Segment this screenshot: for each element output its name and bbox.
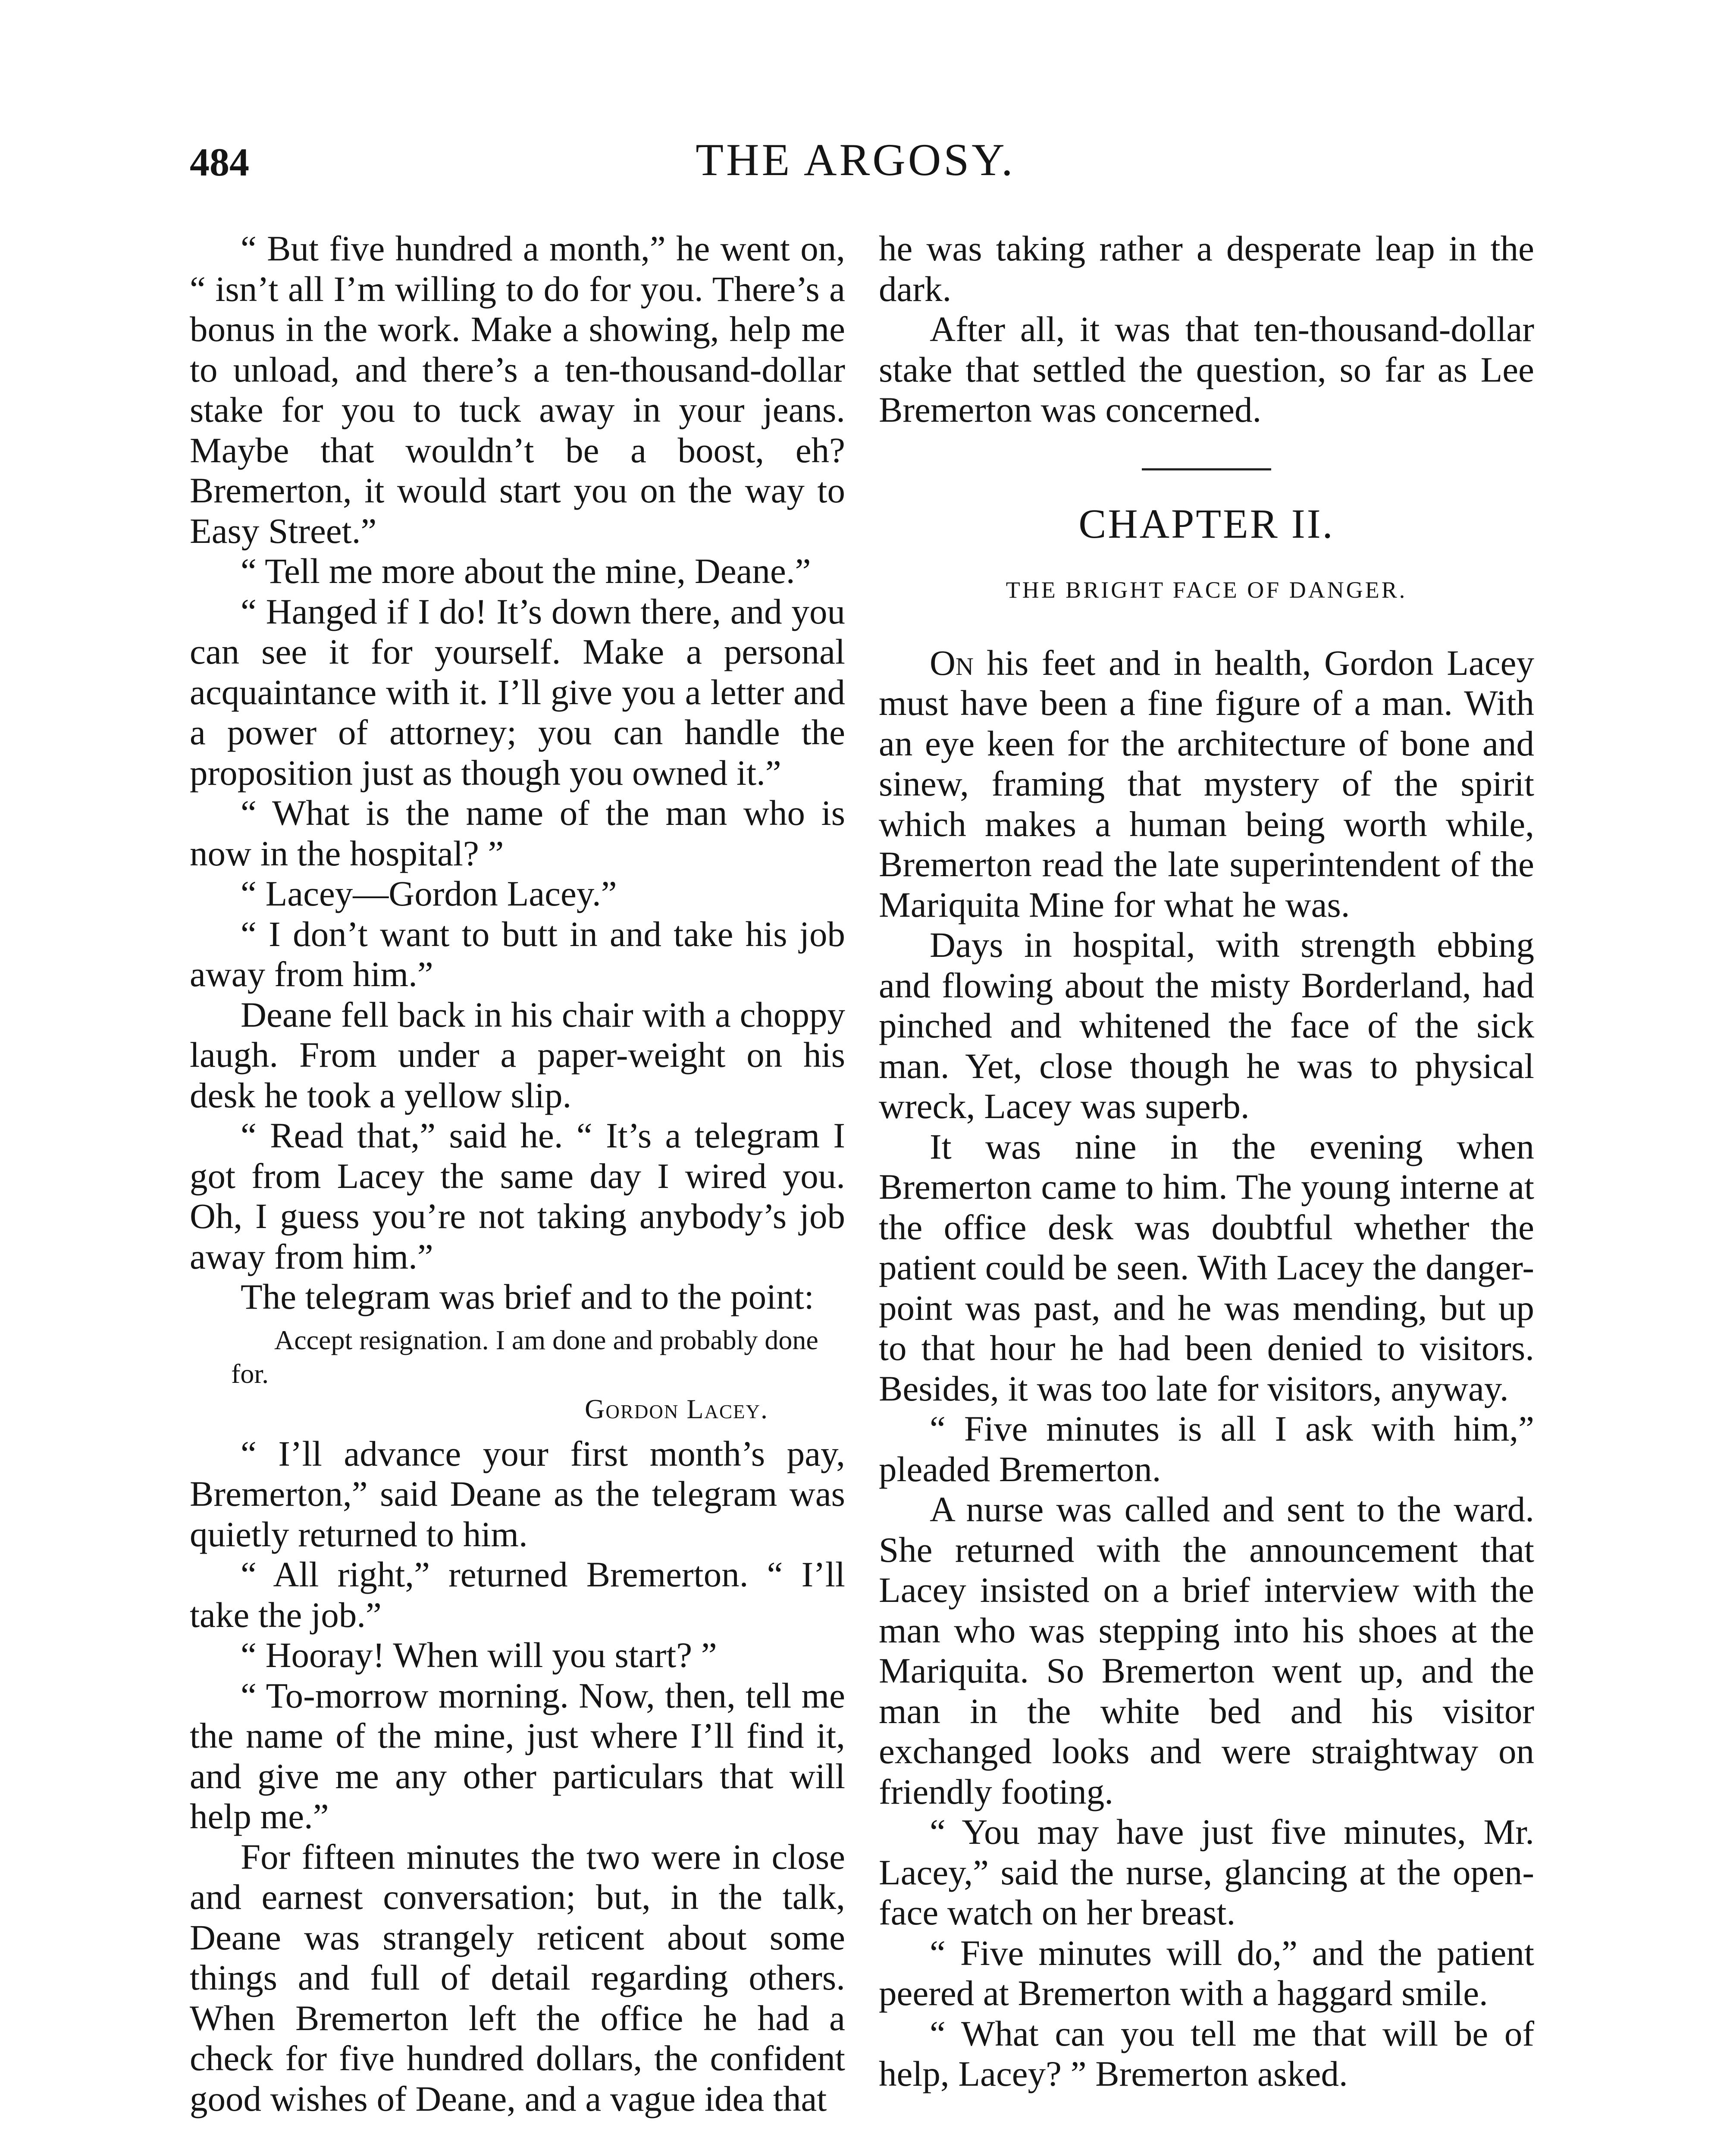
paragraph: “ But five hundred a month,” he went on, “ isn’t all I’m willing to do for you. There’s a bonus in the work. Make a showing, help me to unload, and there’s a ten-thousand-dollar stake for you to tuck away in your jeans. Maybe that wouldn’t be a boost, eh? Bremerton, it would start you on the way to Easy Street.” <box>190 229 845 551</box>
running-head: THE ARGOSY. <box>696 135 1015 185</box>
chapter-subtitle: THE BRIGHT FACE OF DANGER. <box>1006 577 1407 603</box>
paragraph: For fifteen minutes the two were in close and earnest conversation; but, in the talk, Deane was strangely reticent about some things and full of detail regarding others. When Bremerton left the office he had a check for five hundred dollars, the confident good wishes of Deane, and a vague idea that <box>190 1836 845 2118</box>
paragraph: Days in hospital, with strength ebbing and flowing about the misty Borderland, had pinched and whitened the face of the sick man. Yet, close though he was to physical wreck, Lacey was superb. <box>879 925 1534 1126</box>
paragraph: “ What can you tell me that will be of help, Lacey? ” Bremerton asked. <box>879 2013 1534 2093</box>
telegram-text: Accept resignation. I am done and probably done for. <box>231 1324 818 1389</box>
paragraph: “ All right,” returned Bremerton. “ I’ll take the job.” <box>190 1554 845 1635</box>
page-number: 484 <box>190 140 249 184</box>
chapter-opening-paragraph <box>879 643 1534 925</box>
paragraph: “ Five minutes is all I ask with him,” pleaded Bremerton. <box>879 1409 1534 1489</box>
paragraph: Deane fell back in his chair with a choppy laugh. From under a paper-weight on his desk he took a yellow slip. <box>190 994 845 1115</box>
paragraph: “ Lacey—Gordon Lacey.” <box>241 874 617 913</box>
paragraph: “ Tell me more about the mine, Deane.” <box>241 551 811 591</box>
lead-word: On <box>930 642 974 683</box>
telegram-signature: Gordon Lacey. <box>585 1393 768 1424</box>
chapter-title: CHAPTER II. <box>1078 500 1335 547</box>
paragraph: A nurse was called and sent to the ward. She returned with the announcement that Lacey insisted on a brief interview with the man who was stepping into his shoes at the Mariquita. So Bremerton went up, and the man in the white bed and his visitor exchanged looks and were straightway on friendly footing. <box>879 1489 1534 1811</box>
paragraph: “ Hooray! When will you start? ” <box>241 1635 717 1675</box>
left-column <box>190 229 845 2119</box>
paragraph: “ I’ll advance your first month’s pay, Bremerton,” said Deane as the telegram was quietly returned to him. <box>190 1433 845 1554</box>
paragraph: “ Hanged if I do! It’s down there, and you can see it for yourself. Make a personal acquaintance with it. I’ll give you a letter and a power of attorney; you can handle the proposition just as though you owned it.” <box>190 591 845 793</box>
paragraph: The telegram was brief and to the point: <box>241 1277 814 1316</box>
paragraph: After all, it was that ten-thousand-dollar stake that settled the question, so far as Lee Bremerton was concerned. <box>879 309 1534 429</box>
paragraph: “ To-morrow morning. Now, then, tell me the name of the mine, just where I’ll find it, and give me any other particulars that will help me.” <box>190 1675 845 1836</box>
section-divider <box>1142 468 1271 470</box>
paragraph: “ Five minutes will do,” and the patient peered at Bremerton with a haggard smile. <box>879 1933 1534 2013</box>
paragraph: “ I don’t want to butt in and take his job away from him.” <box>190 914 845 994</box>
paragraph-continued: he was taking rather a desperate leap in the dark. <box>879 229 1534 309</box>
paragraph: “ You may have just five minutes, Mr. Lacey,” said the nurse, glancing at the open-face watch on her breast. <box>879 1812 1534 1932</box>
paragraph: “ What is the name of the man who is now in the hospital? ” <box>190 793 845 873</box>
paragraph: “ Read that,” said he. “ It’s a telegram I got from Lacey the same day I wired you. Oh, I guess you’re not taking anybody’s job away from him.” <box>190 1116 845 1276</box>
paragraph-text: his feet and in health, Gordon Lacey must have been a fine figure of a man. With an eye keen for the architecture of bone and sinew, framing that mystery of the spirit which makes a human being worth while, Bremerton read the late superintendent of the Mariquita Mine for what he was. <box>879 642 1535 924</box>
right-column <box>879 229 1534 2094</box>
telegram-quote <box>190 1323 845 1426</box>
paragraph: It was nine in the evening when Bremerton came to him. The young interne at the office desk was doubtful whether the patient could be seen. With Lacey the danger-point was past, and he was mending, but up to that hour he had been denied to visitors. Besides, it was too late for visitors, anyway. <box>879 1126 1534 1408</box>
